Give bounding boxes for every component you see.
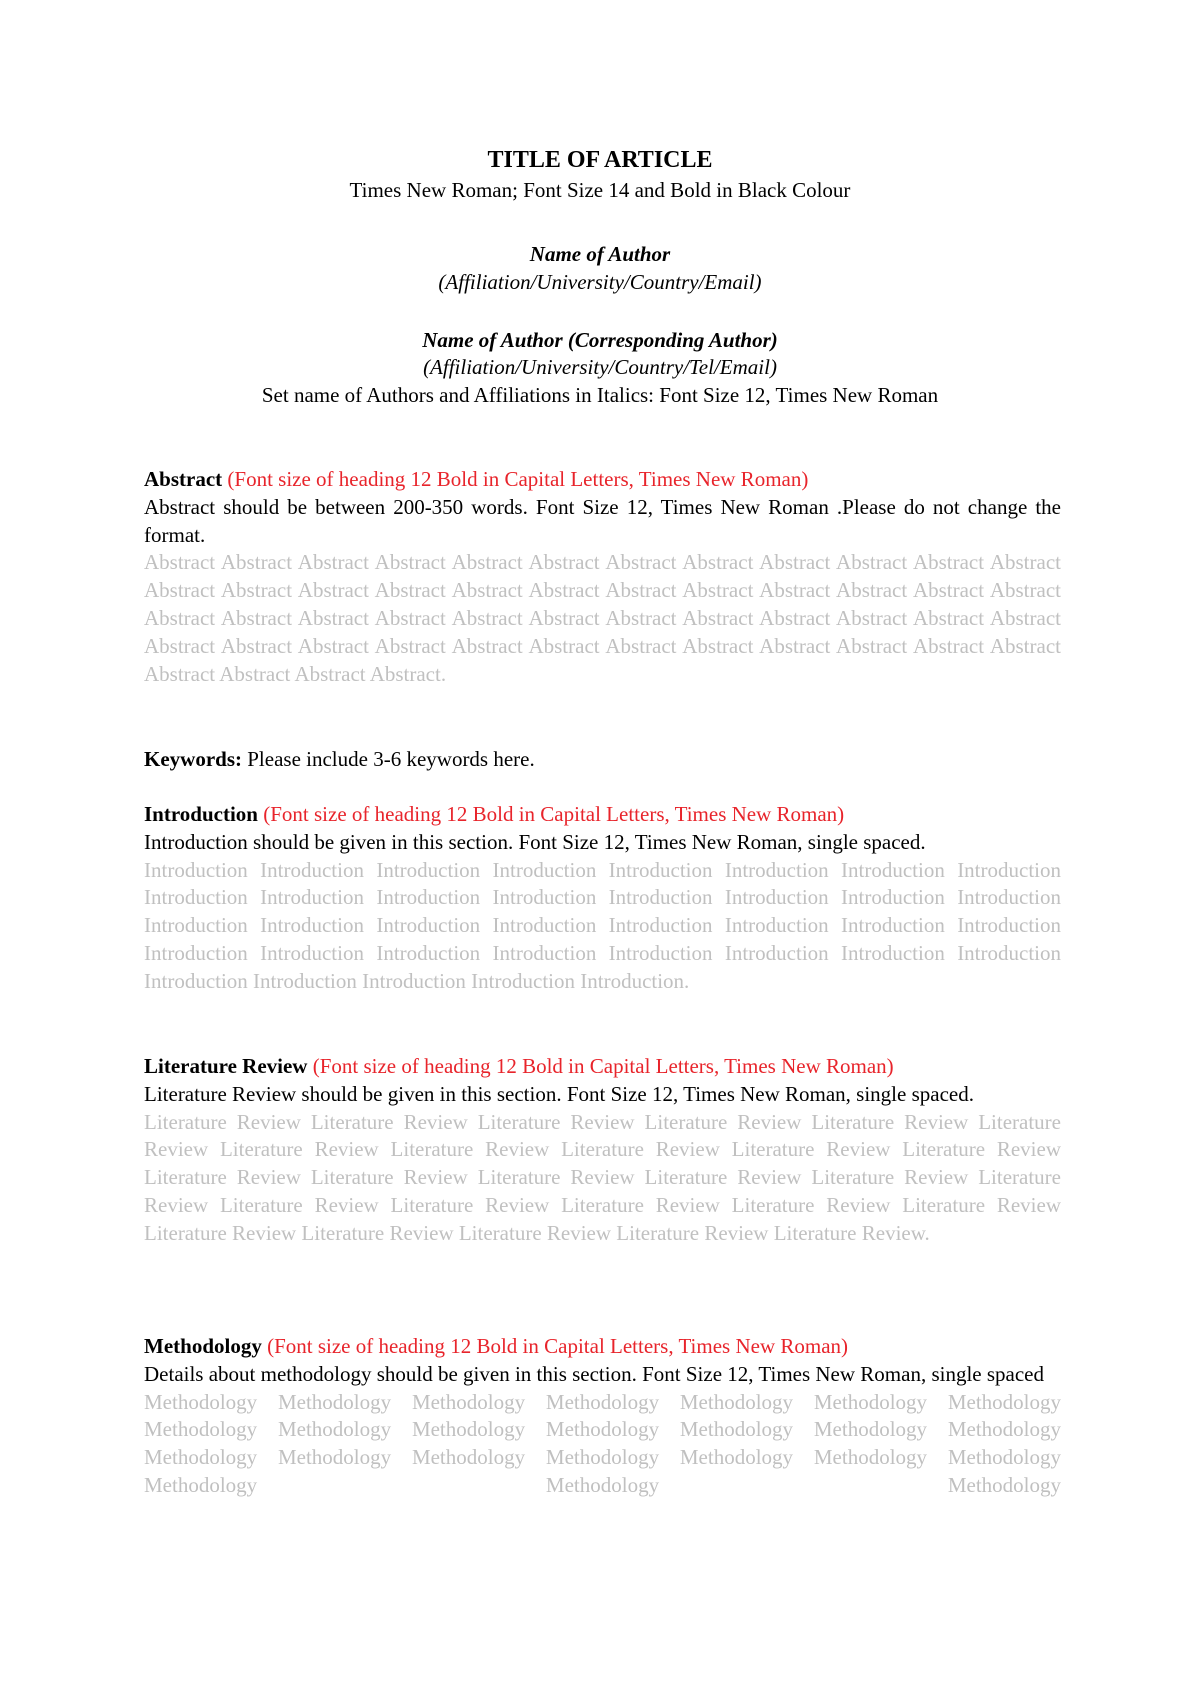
introduction-section	[144, 801, 1061, 996]
author-name: Name of Author	[529, 242, 671, 266]
abstract-heading-note: (Font size of heading 12 Bold in Capital Letters, Times New Roman)	[227, 467, 809, 491]
abstract-section	[144, 466, 1061, 688]
abstract-placeholder-text: Abstract Abstract Abstract Abstract Abstract Abstract Abstract Abstract Abstract Abstract Abstract Abstract Abstract Abstract Abstract Abstract Abstract Abstract Abstract Abstract Abstract Abstract Abstract Abstract Abstract Abstract Abstract Abstract Abstract Abstract Abstract Abstract Abstract Abstract Abstract Abstract Abstract Abstract Abstract Abstract Abstract Abstract Abstract Abstract Abstract Abstract Abstract Abstract Abstract Abstract Abstract Abstract.	[144, 550, 1061, 686]
introduction-heading-note: (Font size of heading 12 Bold in Capital Letters, Times New Roman)	[263, 802, 845, 826]
methodology-section	[144, 1333, 1061, 1500]
literature-review-placeholder-text: Literature Review Literature Review Literature Review Literature Review Literature Review Literature Review Literature Review Literature Review Literature Review Literature Review Literature Review Literature Review Literature Review Literature Review Literature Review Literature Review Literature Review Literature Review Literature Review Literature Review Literature Review Literature Review Literature Review Literature Review Literature Review Literature Review Literature Review.	[144, 1109, 1061, 1245]
keywords-text: Please include 3-6 keywords here.	[247, 747, 535, 771]
title-format-note: Times New Roman; Font Size 14 and Bold in Black Colour	[349, 178, 851, 202]
introduction-placeholder-text: Introduction Introduction Introduction Introduction Introduction Introduction Introduction Introduction Introduction Introduction Introduction Introduction Introduction Introduction Introduction Introduction Introduction Introduction Introduction Introduction Introduction Introduction Introduction Introduction Introduction Introduction Introduction Introduction Introduction Introduction Introduction Introduction Introduction Introduction Introduction Introduction Introduction.	[144, 857, 1061, 993]
methodology-placeholder-text: Methodology Methodology Methodology Methodology Methodology Methodology Methodology Methodology Methodology Methodology Methodology Methodology Methodology Methodology Methodology Methodology Methodology Methodology Methodology Methodology Methodology Methodology Methodology Methodology	[144, 1389, 1061, 1497]
keywords-line	[144, 746, 1061, 774]
literature-review-section	[144, 1053, 1061, 1248]
literature-review-heading-note: (Font size of heading 12 Bold in Capital Letters, Times New Roman)	[312, 1054, 894, 1078]
methodology-heading-note: (Font size of heading 12 Bold in Capital Letters, Times New Roman)	[267, 1334, 849, 1358]
keywords-label: Keywords:	[144, 747, 242, 771]
methodology-heading: Methodology	[144, 1334, 262, 1358]
article-title: TITLE OF ARTICLE	[487, 147, 713, 173]
abstract-instructions: Abstract should be between 200-350 words. Font Size 12, Times New Roman .Please do not change the format.	[144, 494, 1061, 547]
introduction-instructions: Introduction should be given in this section. Font Size 12, Times New Roman, single spaced.	[144, 829, 926, 854]
authors-format-note: Set name of Authors and Affiliations in Italics: Font Size 12, Times New Roman	[261, 383, 939, 407]
corresponding-author-affiliation: (Affiliation/University/Country/Tel/Email)	[423, 355, 777, 379]
author-affiliation: (Affiliation/University/Country/Email)	[438, 270, 762, 294]
literature-review-heading: Literature Review	[144, 1054, 308, 1078]
methodology-instructions: Details about methodology should be given in this section. Font Size 12, Times New Roman, single spaced	[144, 1361, 1045, 1386]
introduction-heading: Introduction	[144, 802, 258, 826]
corresponding-author-name: Name of Author (Corresponding Author)	[422, 328, 778, 352]
abstract-heading: Abstract	[144, 467, 223, 491]
literature-review-instructions: Literature Review should be given in this section. Font Size 12, Times New Roman, single spaced.	[144, 1081, 974, 1106]
